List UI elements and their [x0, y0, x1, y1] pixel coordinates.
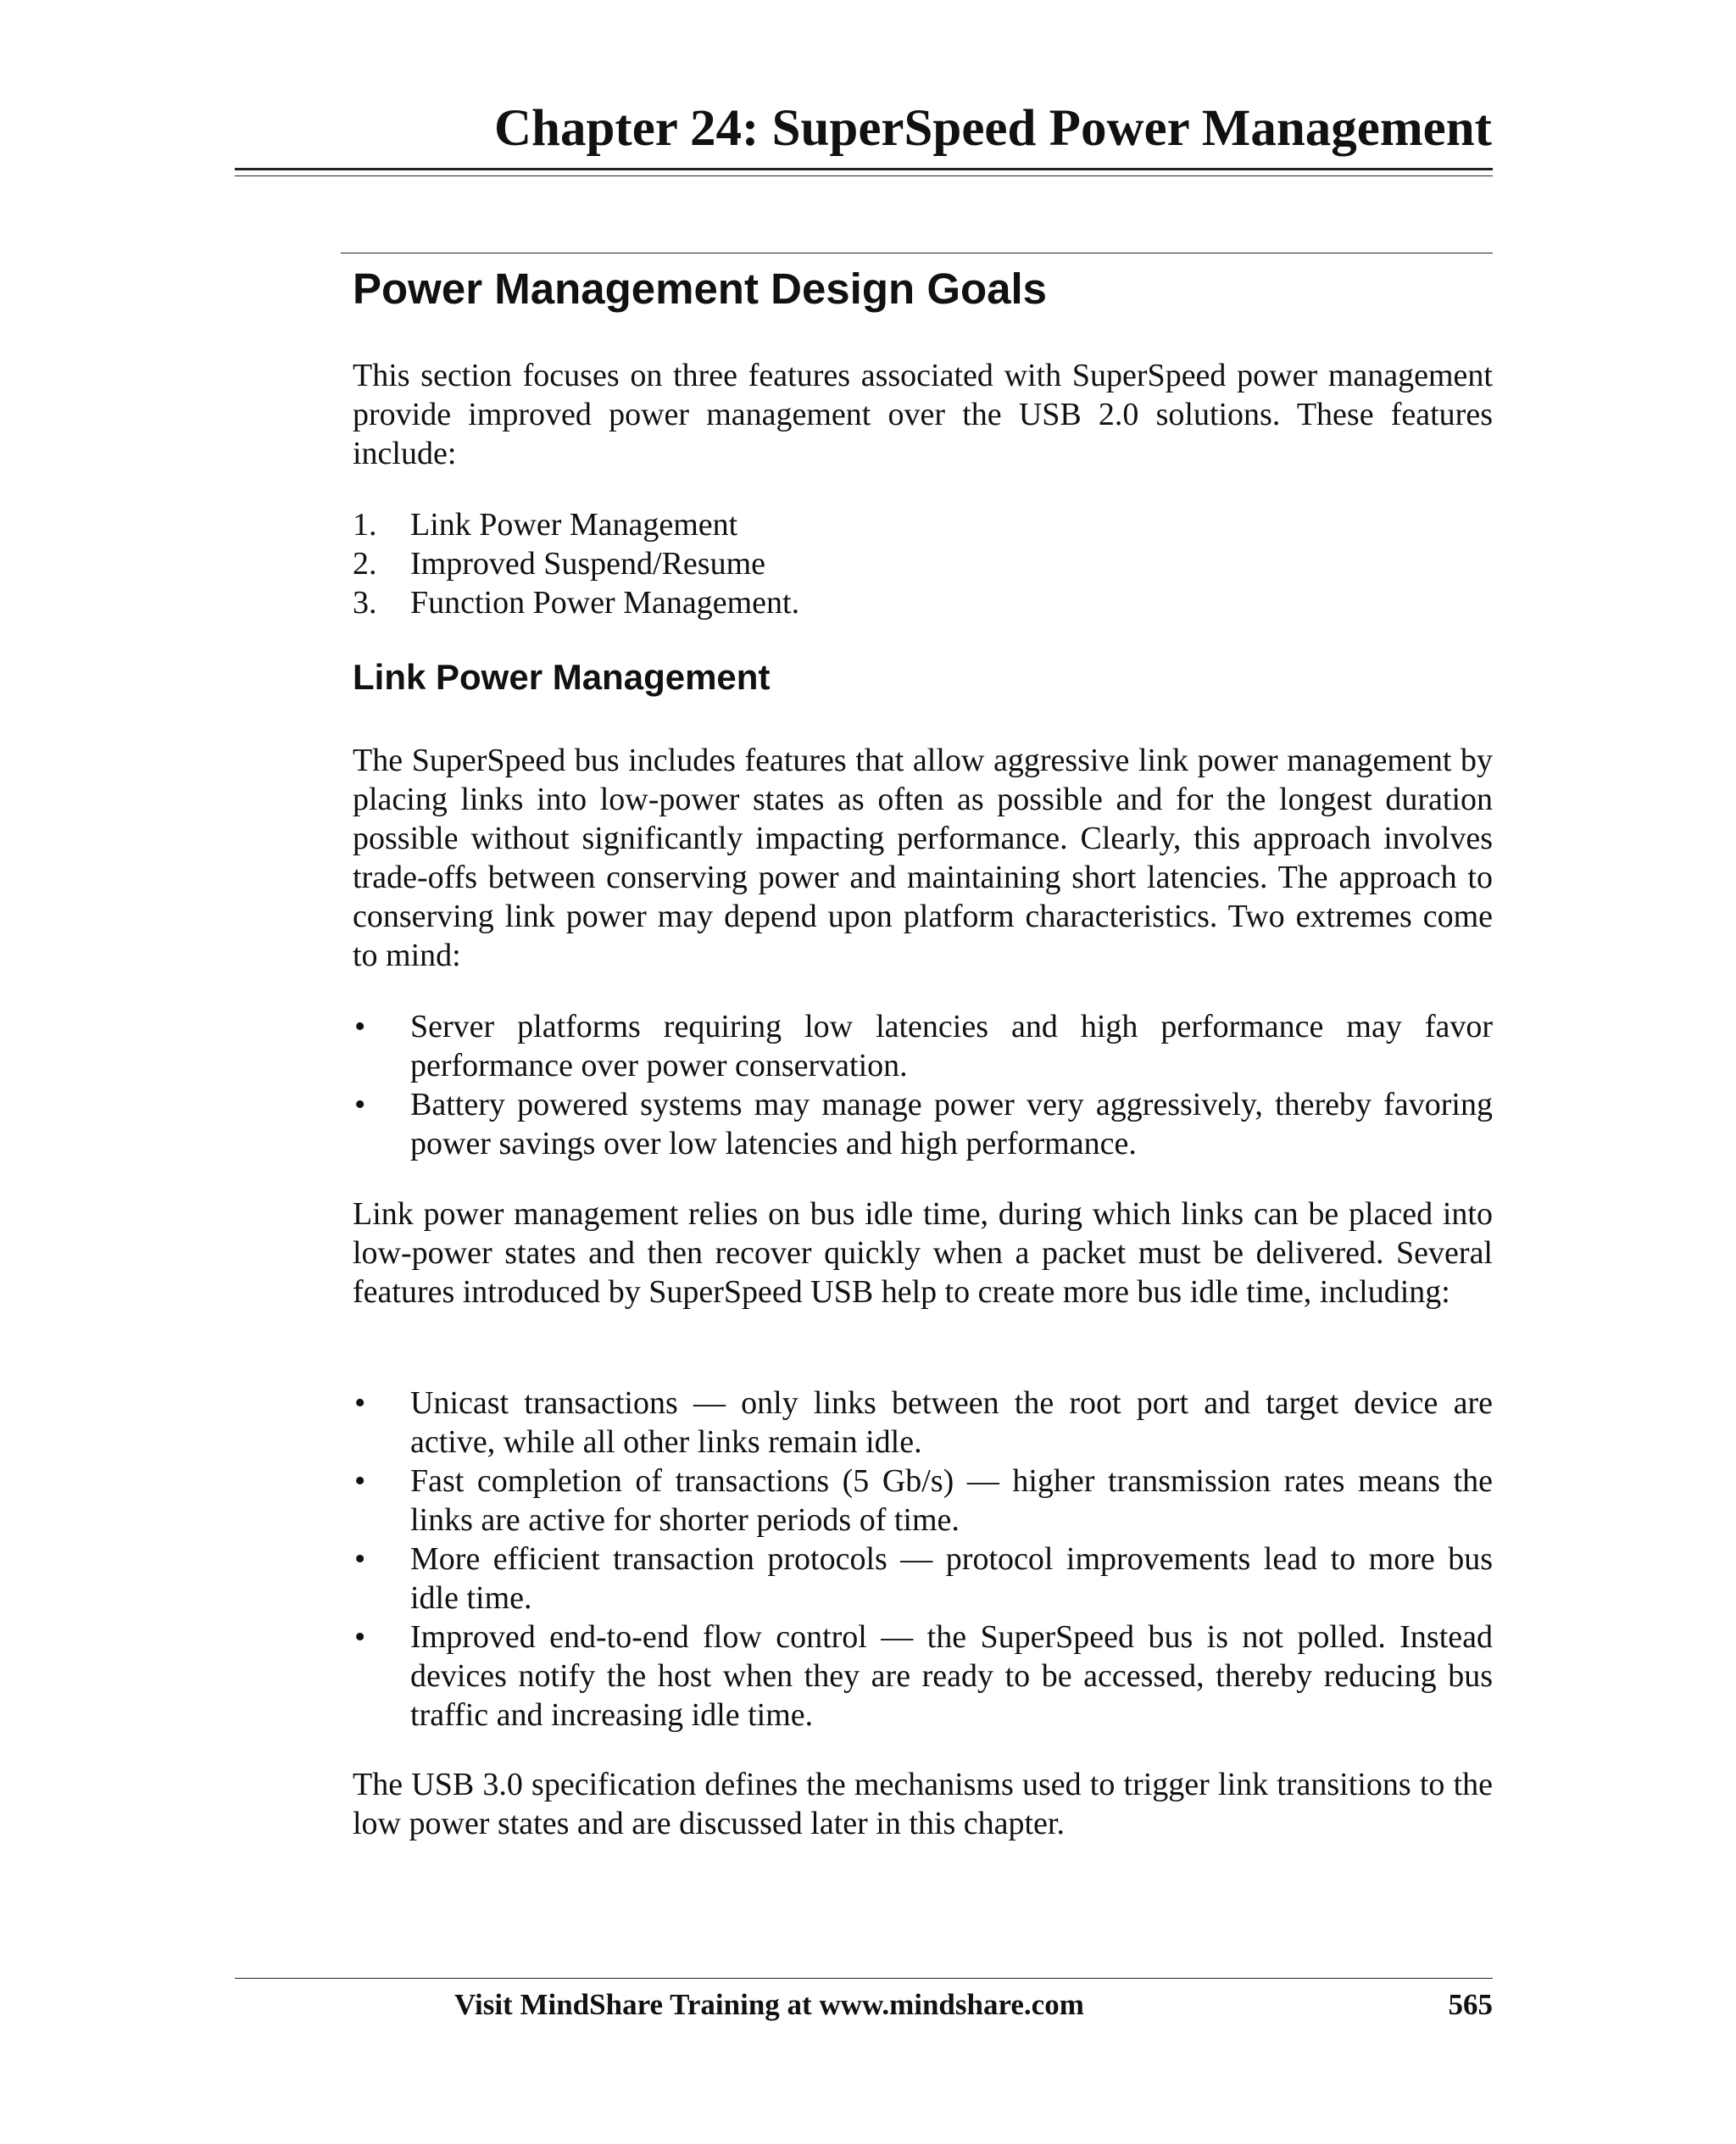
list-item [353, 505, 1493, 544]
bullet-icon: • [354, 1385, 366, 1421]
link-power-paragraph: The SuperSpeed bus includes features that allow aggressive link power management by placing links into low-power states as often as possible and for the longest duration possible without significantly impacting performance. Clearly, this approach involves trade-offs between conserving power and maintaining short latencies. The approach to conserving link power may depend upon platform characteristics. Two extremes come to mind: [353, 743, 1493, 973]
list-item-text: Function Power Management. [410, 585, 800, 621]
bullet-icon: • [354, 1087, 366, 1122]
page-number: 565 [1448, 1988, 1493, 2021]
bullet-icon: • [354, 1541, 366, 1577]
specification-paragraph: The USB 3.0 specification defines the mechanisms used to trigger link transitions to the low power states and are discussed later in this chapter. [353, 1767, 1493, 1841]
list-item [353, 544, 1493, 583]
list-number: 1. [353, 507, 377, 543]
list-item-text: Improved end-to-end flow control — the SuperSpeed bus is not polled. Instead devices notify the host when they are ready to be accessed, thereby reducing bus traffic and increasing idle time. [410, 1619, 1493, 1733]
list-item-text: Unicast transactions — only links between the root port and target device are active, while all other links remain idle. [410, 1385, 1493, 1460]
feature-list [353, 505, 1493, 622]
footer-text: Visit MindShare Training at www.mindshare.com [454, 1988, 1084, 2021]
footer-rule [235, 1978, 1493, 1979]
intro-paragraph: This section focuses on three features associated with SuperSpeed power management provide improved power management over the USB 2.0 solutions. These features include: [353, 358, 1493, 471]
bullet-icon: • [354, 1009, 366, 1044]
list-item [353, 583, 1493, 622]
bullet-icon: • [354, 1619, 366, 1655]
list-item [353, 1384, 1493, 1462]
section-heading: Power Management Design Goals [353, 265, 1048, 313]
subsection-heading: Link Power Management [353, 657, 771, 697]
chapter-title: Chapter 24: SuperSpeed Power Management [494, 100, 1492, 157]
list-item-text: Fast completion of transactions (5 Gb/s) — higher transmission rates means the links are active for shorter periods of time. [410, 1463, 1493, 1538]
list-number: 2. [353, 546, 377, 582]
list-item-text: Battery powered systems may manage power very aggressively, thereby favoring power savings over low latencies and high performance. [410, 1087, 1493, 1161]
idle-features-list [353, 1384, 1493, 1735]
list-item [353, 1618, 1493, 1735]
list-item [353, 1540, 1493, 1618]
list-item-text: Link Power Management [410, 507, 738, 543]
list-item-text: More efficient transaction protocols — protocol improvements lead to more bus idle time. [410, 1541, 1493, 1616]
bullet-icon: • [354, 1463, 366, 1499]
list-item [353, 1007, 1493, 1085]
list-item [353, 1085, 1493, 1163]
extremes-list [353, 1007, 1493, 1163]
header-rule [235, 168, 1493, 170]
list-item [353, 1462, 1493, 1540]
idle-time-paragraph: Link power management relies on bus idle time, during which links can be placed into low-power states and then recover quickly when a packet must be delivered. Several features introduced by SuperSpeed USB help to create more bus idle time, including: [353, 1196, 1493, 1310]
list-item-text: Improved Suspend/Resume [410, 546, 766, 582]
list-number: 3. [353, 585, 377, 621]
header-rule-thin [235, 175, 1493, 176]
list-item-text: Server platforms requiring low latencies and high performance may favor performance over power conservation. [410, 1009, 1493, 1083]
